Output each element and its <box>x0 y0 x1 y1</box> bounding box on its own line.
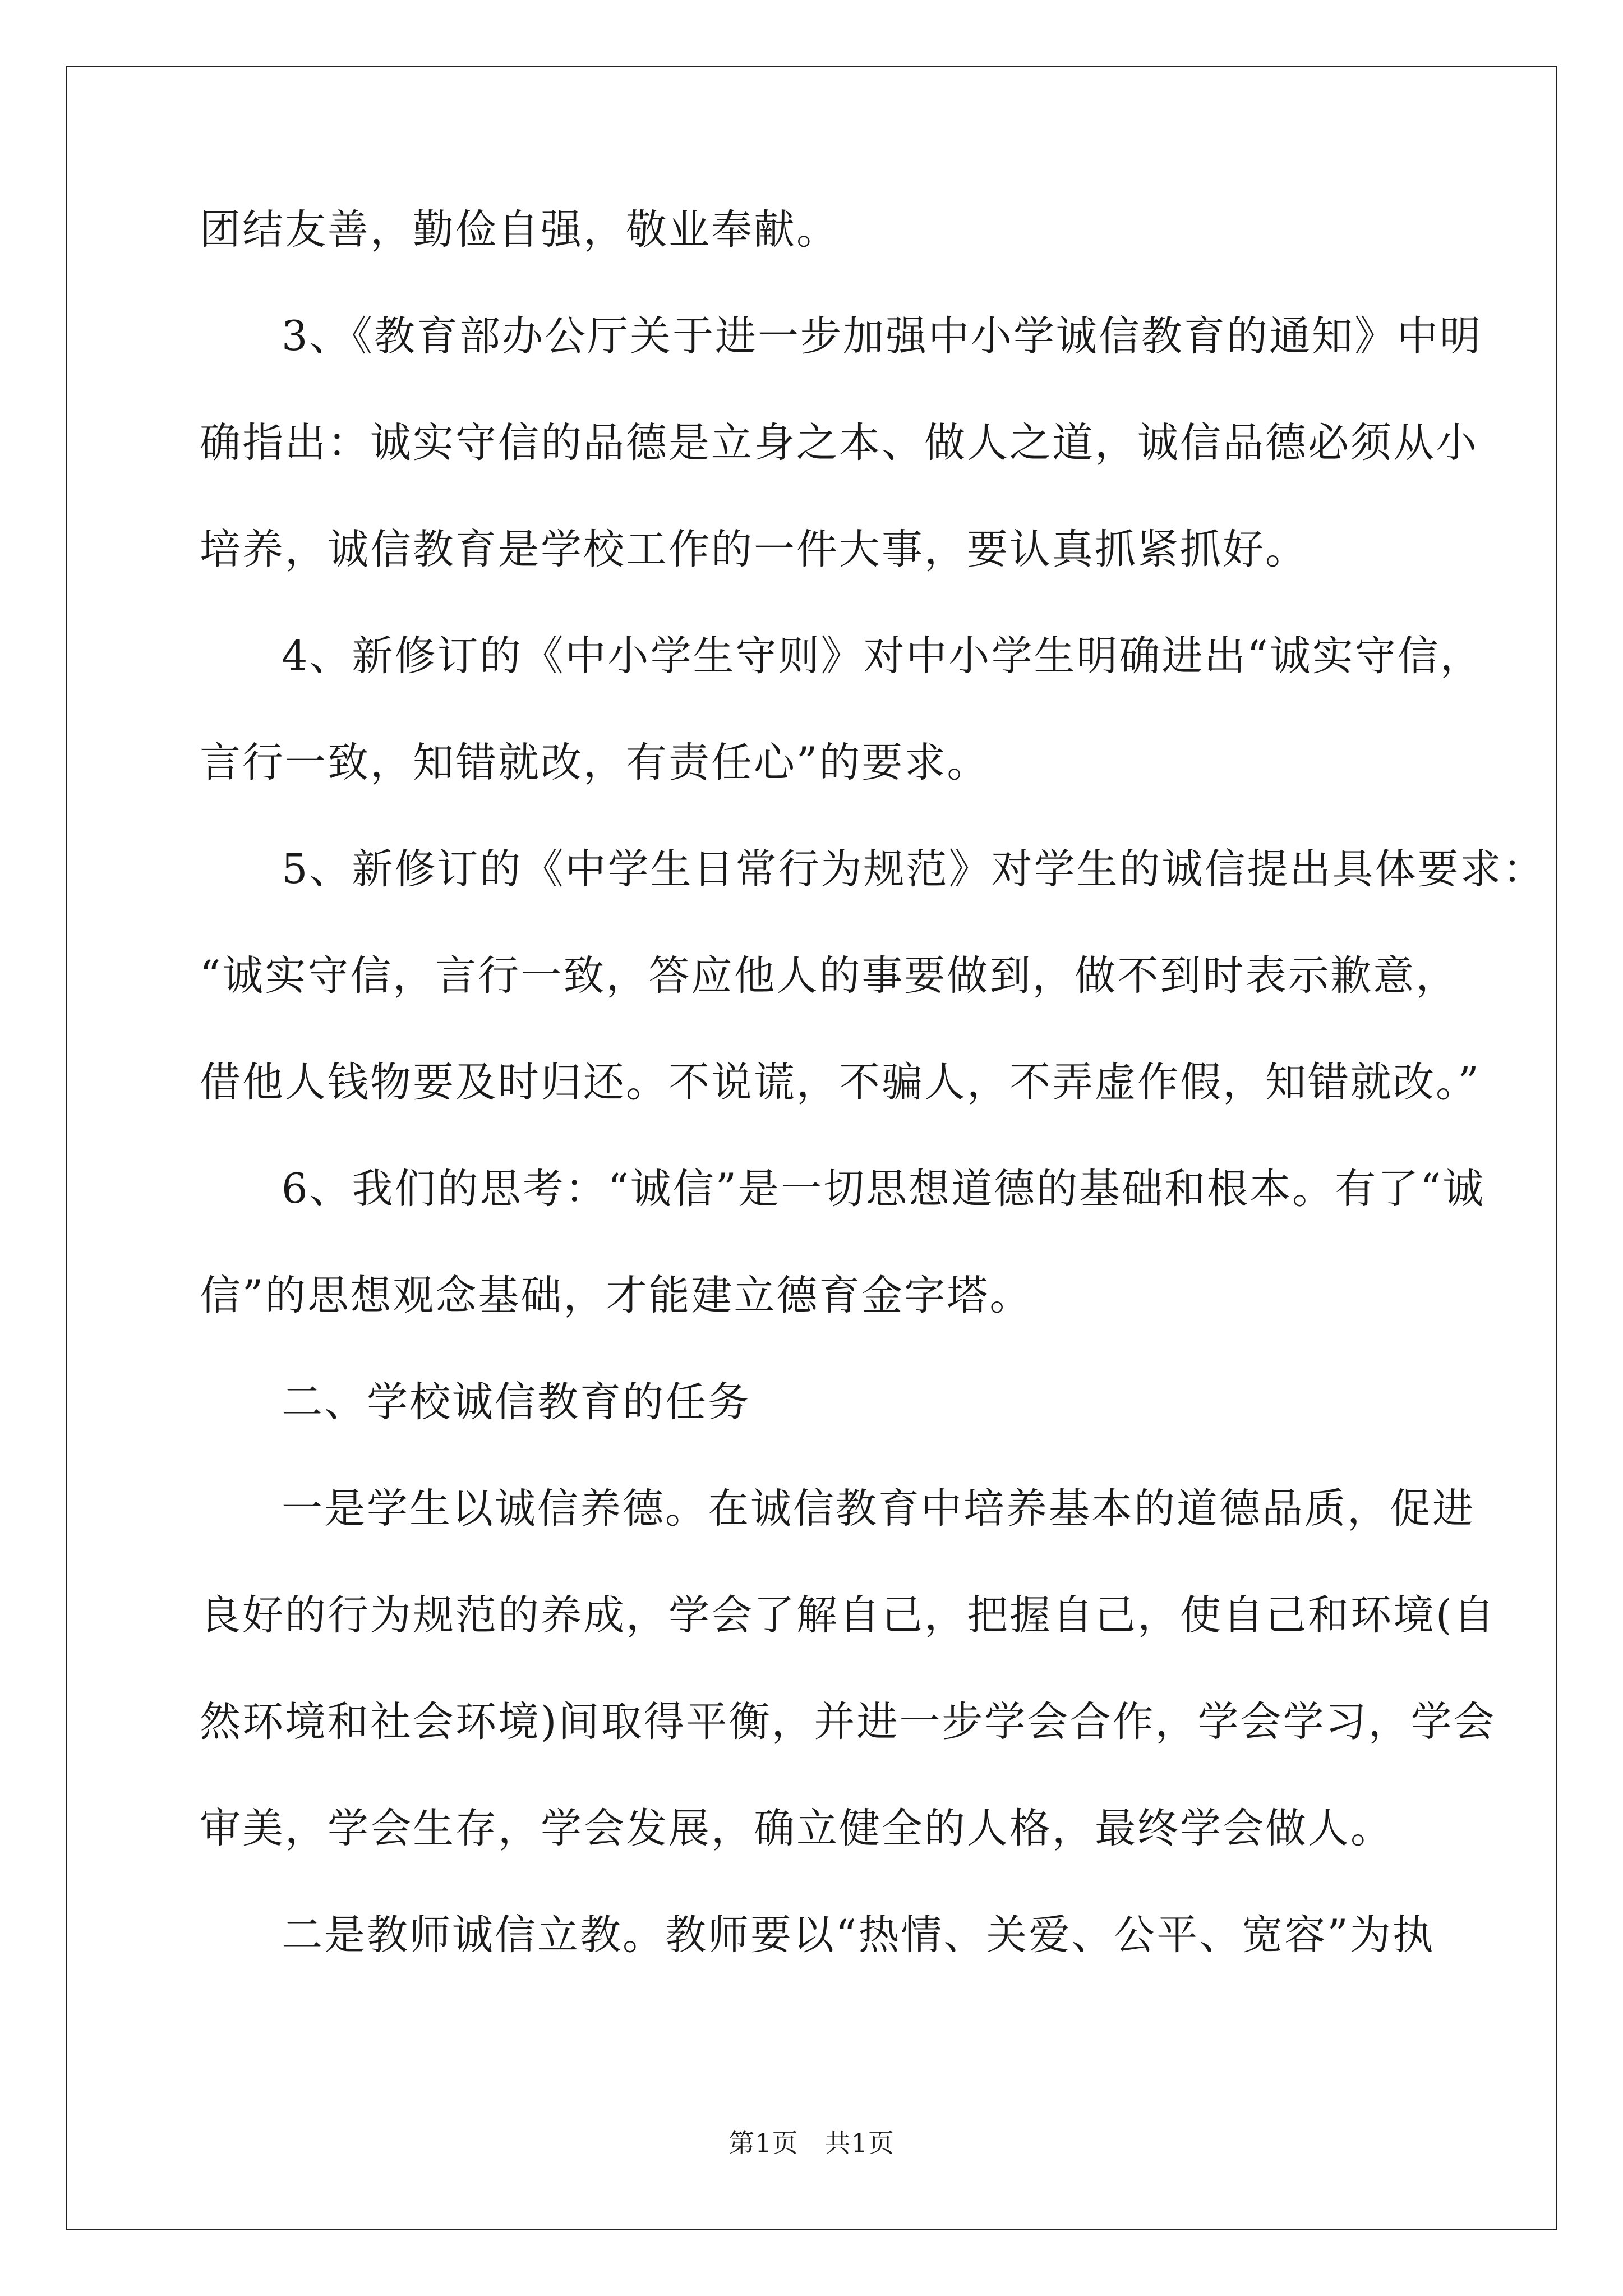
section-heading: 二、学校诚信教育的任务 <box>282 1378 750 1426</box>
text-line: 然环境和社会环境)间取得平衡，并进一步学会合作，学会学习，学会 <box>200 1698 1496 1746</box>
text-line: 一是学生以诚信养德。在诚信教育中培养基本的道德品质，促进 <box>282 1485 1475 1533</box>
text-line: 3、《教育部办公厅关于进一步加强中小学诚信教育的通知》中明 <box>282 312 1482 360</box>
text-line: 借他人钱物要及时归还。不说谎，不骗人，不弄虚作假，知错就改。” <box>200 1059 1481 1106</box>
page-number-footer: 第1页 共1页 <box>728 2128 895 2158</box>
text-line: 确指出：诚实守信的品德是立身之本、做人之道，诚信品德必须从小 <box>200 419 1478 467</box>
text-line: 言行一致，知错就改，有责任心”的要求。 <box>200 739 990 786</box>
page-border <box>66 66 1557 2230</box>
text-line: 5、新修订的《中学生日常行为规范》对学生的诚信提出具体要求： <box>282 845 1546 893</box>
text-line: 团结友善，勤俭自强，敬业奉献。 <box>200 206 839 254</box>
text-line: 审美，学会生存，学会发展，确立健全的人格，最终学会做人。 <box>200 1805 1393 1852</box>
text-line: 6、我们的思考：“诚信”是一切思想道德的基础和根本。有了“诚 <box>282 1165 1486 1213</box>
text-line: “诚实守信，言行一致，答应他人的事要做到，做不到时表示歉意， <box>200 952 1459 1000</box>
text-line: 良好的行为规范的养成，学会了解自己，把握自己，使自己和环境(自 <box>200 1591 1496 1639</box>
text-line: 信”的思想观念基础，才能建立德育金字塔。 <box>200 1272 1032 1319</box>
text-line: 培养，诚信教育是学校工作的一件大事，要认真抓紧抓好。 <box>200 526 1308 573</box>
text-line: 二是教师诚信立教。教师要以“热情、关爱、公平、宽容”为执 <box>282 1911 1435 1959</box>
text-line: 4、新修订的《中小学生守则》对中小学生明确进出“诚实守信， <box>282 632 1483 680</box>
